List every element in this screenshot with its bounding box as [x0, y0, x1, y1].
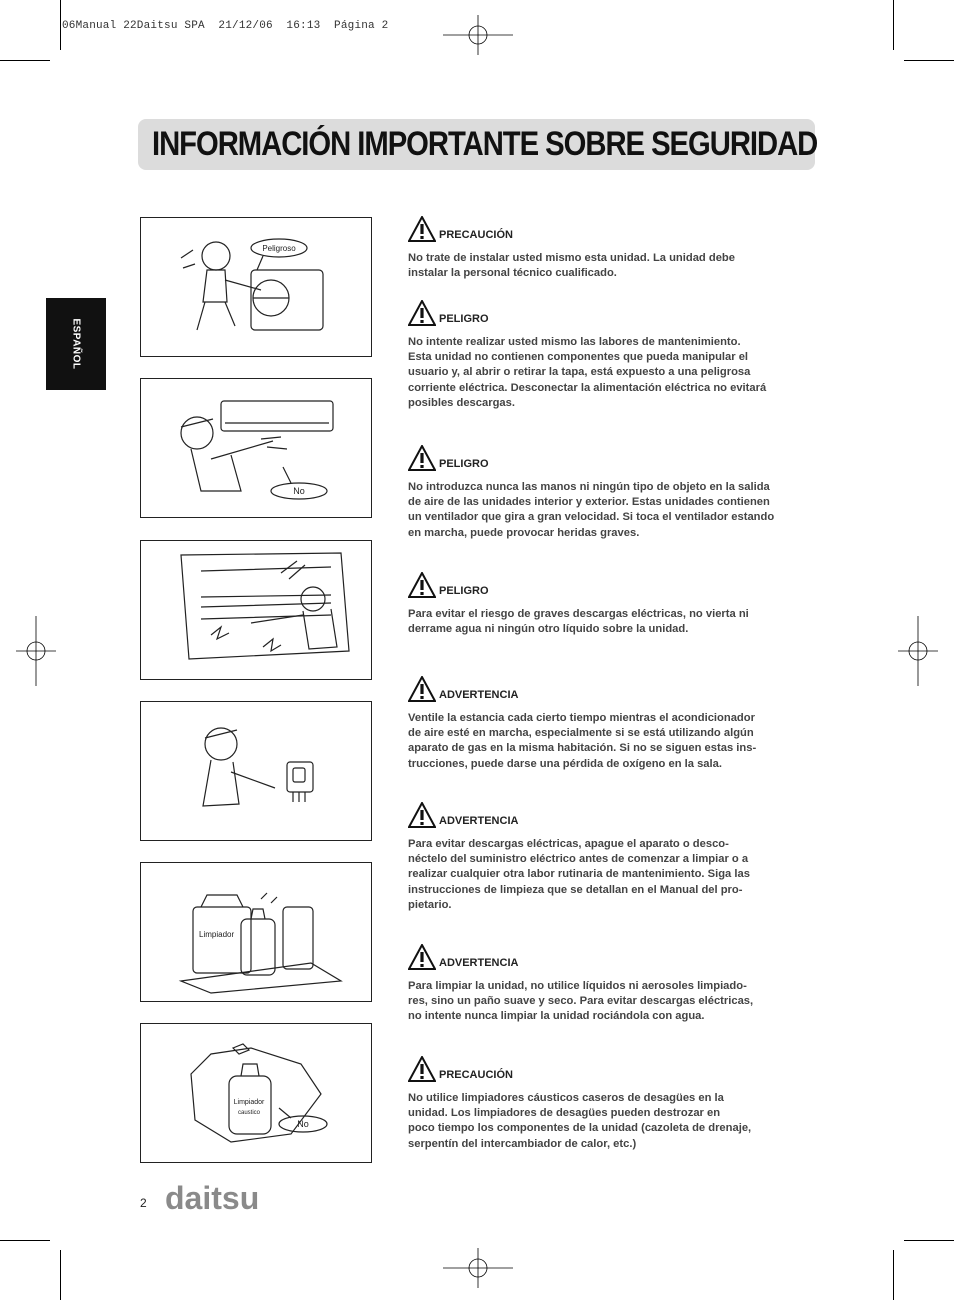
safety-note — [408, 942, 808, 1025]
note-line: instalar la personal técnico cualificado. — [408, 267, 617, 280]
warning-triangle-icon — [408, 216, 436, 242]
page-title-bar — [138, 119, 818, 170]
safety-note — [408, 443, 808, 541]
note-line: usuario y, al abrir o retirar la tapa, está expuesto a una peligrosa — [408, 366, 751, 379]
note-line: serpentín del intercambiador de calor, etc.) — [408, 1137, 637, 1150]
note-line: realizar cualquier otra labor rutinaria de mantenimiento. Siga las — [408, 868, 750, 881]
note-title: PRECAUCIÓN — [439, 1069, 513, 1081]
note-line: Ventile la estancia cada cierto tiempo mientras el acondicionador — [408, 712, 755, 724]
crop-mark — [0, 1240, 50, 1241]
warning-triangle-icon — [408, 802, 436, 828]
crop-mark — [60, 1250, 61, 1300]
note-line: trucciones, puede darse una pérdida de oxígeno en la sala. — [408, 757, 722, 770]
note-title: ADVERTENCIA — [439, 957, 519, 969]
note-line: aparato de gas en la misma habitación. Si no se siguen estas ins- — [408, 742, 757, 755]
page-number: 2 — [140, 1196, 147, 1210]
note-line: No introduzca nunca las manos ni ningún tipo de objeto en la salida — [408, 481, 770, 493]
warning-triangle-icon — [408, 1056, 436, 1082]
crop-mark — [893, 1250, 894, 1300]
note-body — [408, 1091, 808, 1152]
safety-note — [408, 570, 808, 637]
illustration-panel-installation — [140, 217, 372, 357]
worker-installing-unit-illustration — [141, 218, 371, 356]
person-using-gas-heater-illustration — [141, 702, 371, 840]
note-line: Para evitar el riesgo de graves descargas eléctricas, no vierta ni — [408, 608, 749, 620]
note-line: un ventilador que gira a gran velocidad. Si toca el ventilador estando — [408, 511, 775, 524]
cleaning-products-illustration — [141, 863, 371, 1001]
note-line: instrucciones de limpieza que se detallan en el Manual del pro- — [408, 883, 743, 896]
crop-mark — [893, 0, 894, 50]
note-title: PELIGRO — [439, 585, 489, 597]
crop-mark — [904, 60, 954, 61]
note-line: No trate de instalar usted mismo esta unidad. La unidad debe — [408, 252, 735, 264]
note-line: derrame agua ni ningún otro líquido sobre la unidad. — [408, 623, 689, 636]
note-body — [408, 711, 808, 772]
note-line: No intente realizar usted mismo las labores de mantenimiento. — [408, 336, 741, 348]
brand-logo: daitsu — [165, 1180, 260, 1216]
note-line: no intente nunca limpiar la unidad rociándola con agua. — [408, 1010, 705, 1023]
safety-note — [408, 214, 808, 281]
illustration-label: Peligroso — [262, 244, 296, 253]
note-title: PELIGRO — [439, 458, 489, 470]
note-line: unidad. Los limpiadores de desagües pueden destrozar en — [408, 1107, 721, 1120]
note-title: PRECAUCIÓN — [439, 229, 513, 241]
note-line: de aire esté en marcha, especialmente si se está utilizando algún — [408, 727, 754, 740]
note-line: Para evitar descargas eléctricas, apague el aparato o desco- — [408, 838, 729, 850]
warning-triangle-icon — [408, 676, 436, 702]
warning-triangle-icon — [408, 300, 436, 326]
hands-in-air-outlet-illustration — [141, 541, 371, 679]
note-line: en marcha, puede provocar heridas graves. — [408, 526, 640, 539]
language-tab — [46, 298, 106, 390]
crop-mark — [60, 0, 61, 50]
note-body — [408, 979, 808, 1025]
note-line: Para limpiar la unidad, no utilice líquidos ni aerosoles limpiado- — [408, 980, 747, 992]
page-title: INFORMACIÓN IMPORTANTE SOBRE SEGURIDAD — [152, 125, 818, 163]
note-line: de aire de las unidades interior y exterior. Estas unidades contienen — [408, 496, 770, 509]
illustration-label: Limpiador — [199, 930, 235, 939]
note-title: ADVERTENCIA — [439, 815, 519, 827]
note-line: néctelo del suministro eléctrico antes de comenzar a limpiar o a — [408, 853, 749, 866]
safety-note — [408, 298, 808, 411]
warning-triangle-icon — [408, 944, 436, 970]
person-touching-indoor-unit-illustration — [141, 379, 371, 517]
note-body — [408, 480, 808, 541]
note-line: res, sino un paño suave y seco. Para evitar descargas eléctricas, — [408, 995, 754, 1008]
illustration-panel-maintenance — [140, 378, 372, 518]
safety-note — [408, 800, 808, 913]
note-line: No utilice limpiadores cáusticos caseros de desagües en la — [408, 1092, 724, 1104]
bottle-label-line1: Limpiador — [233, 1099, 265, 1106]
registration-mark-icon — [16, 616, 56, 686]
registration-mark-icon — [898, 616, 938, 686]
crop-mark — [0, 60, 50, 61]
illustration-panel-ventilation — [140, 701, 372, 841]
illustration-panel-cleaning — [140, 862, 372, 1002]
note-line: poco tiempo los componentes de la unidad (cazoleta de drenaje, — [408, 1122, 752, 1135]
bottle-label-line2: caustico — [237, 1110, 261, 1116]
illustration-label: No — [297, 1119, 309, 1129]
caustic-cleaner-bottle-illustration — [141, 1024, 371, 1162]
safety-note — [408, 674, 808, 772]
note-body — [408, 335, 808, 411]
note-body — [408, 607, 808, 637]
note-body — [408, 251, 808, 281]
note-line: pietario. — [408, 898, 452, 911]
crop-mark — [904, 1240, 954, 1241]
language-tab-label: ESPAÑOL — [70, 318, 82, 370]
safety-note — [408, 1054, 808, 1152]
warning-triangle-icon — [408, 572, 436, 598]
note-line: posibles descargas. — [408, 396, 515, 409]
registration-mark-icon — [443, 15, 513, 55]
warning-triangle-icon — [408, 445, 436, 471]
note-title: ADVERTENCIA — [439, 689, 519, 701]
registration-mark-icon — [443, 1248, 513, 1288]
note-line: corriente eléctrica. Desconectar la alimentación eléctrica no evitará — [408, 381, 767, 394]
print-slug: 06Manual 22Daitsu SPA 21/12/06 16:13 Página 2 — [62, 20, 389, 32]
note-line: Esta unidad no contienen componentes que pueda manipular el — [408, 351, 749, 364]
note-title: PELIGRO — [439, 313, 489, 325]
illustration-panel-outlet — [140, 540, 372, 680]
note-body — [408, 837, 808, 913]
illustration-panel-caustic — [140, 1023, 372, 1163]
illustration-label: No — [293, 486, 305, 496]
